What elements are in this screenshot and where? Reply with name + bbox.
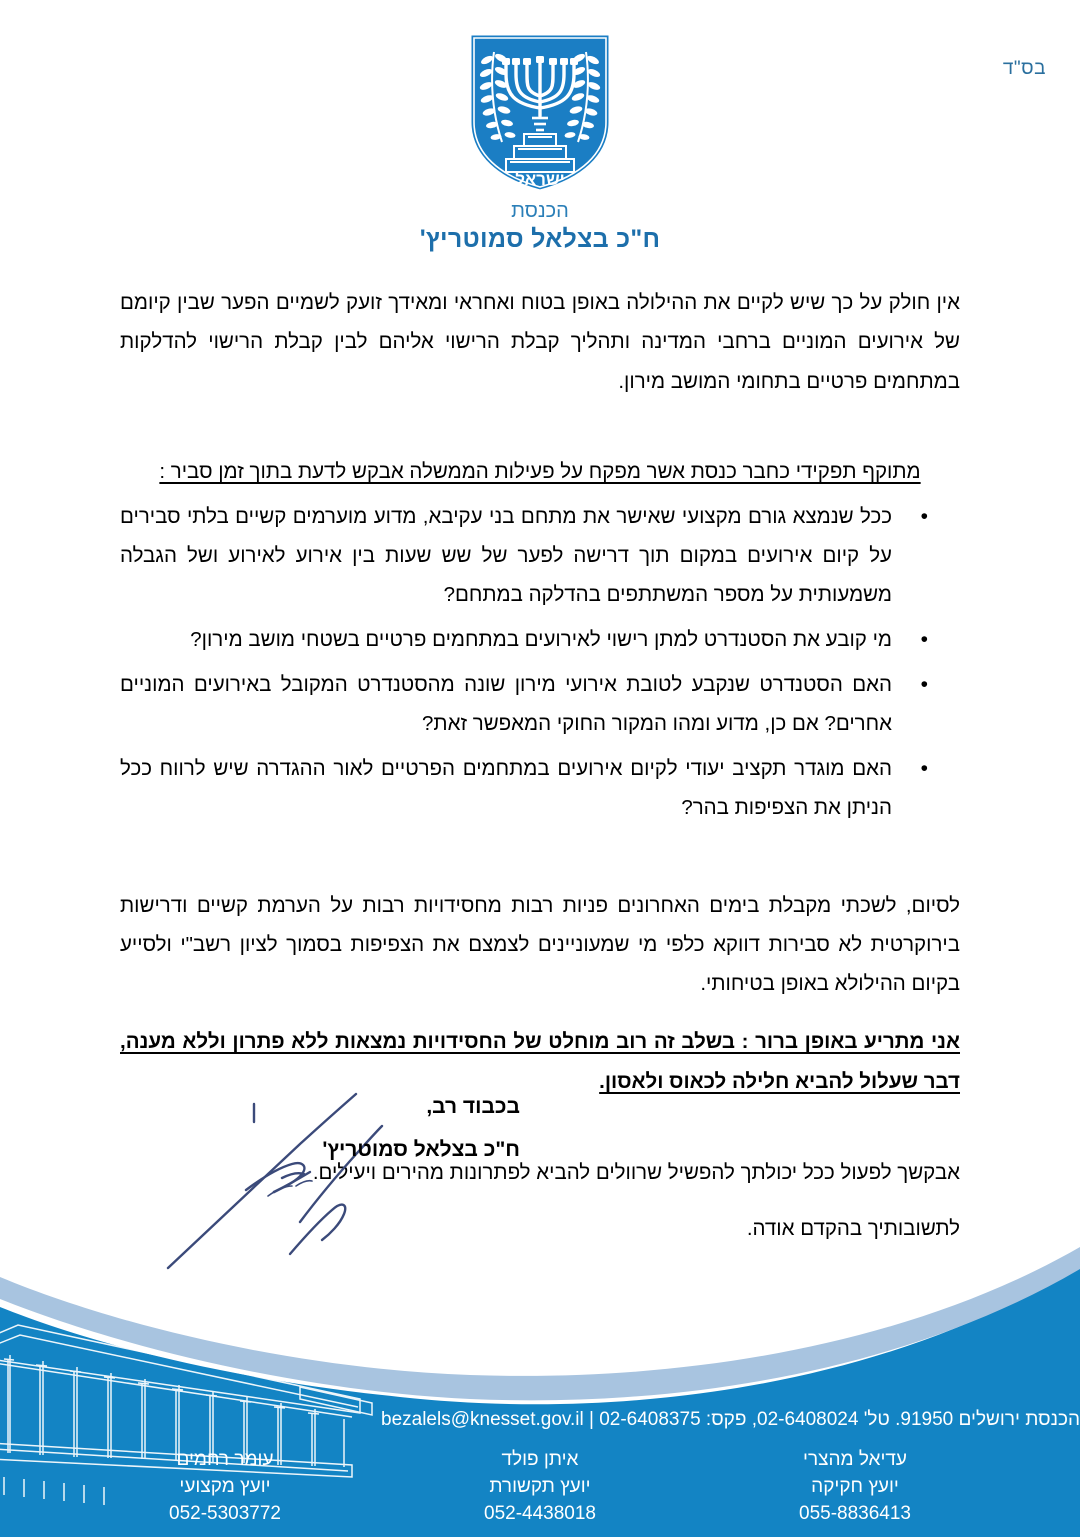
- closing-salutation: בכבוד רב,: [426, 1095, 520, 1118]
- aide-name: עומר רחמים: [176, 1448, 274, 1470]
- organization-name: הכנסת: [511, 200, 569, 222]
- thanks-line: לתשובותיך בהקדם אודה.: [746, 1217, 960, 1241]
- request-heading: מתוקף תפקידי כחבר כנסת אשר מפקח על פעילות הממשלה אבקש לדעת בתוך זמן סביר :: [159, 460, 921, 484]
- aides-row: [0, 1433, 1080, 1528]
- footer-contact-info: [0, 1407, 1080, 1528]
- signer-name: ח"כ בצלאל סמוטריץ': [322, 1138, 520, 1162]
- aide-name: איתן פולד: [501, 1448, 579, 1470]
- aide-name: עדיאל מהצרי: [803, 1448, 907, 1470]
- aide-role: יועץ חקיקה: [811, 1475, 899, 1497]
- page-footer: [0, 1247, 1080, 1537]
- signature-block: [100, 1085, 520, 1171]
- aide-phone: 052-5303772: [169, 1502, 281, 1524]
- aide-role: יועץ תקשורת: [489, 1475, 591, 1497]
- list-item: • האם הסטנדרט שנקבע לטובת אירועי מירון שונה מהסטנדרט המקובל באירועים המוניים אחרים? אם כן, מדוע ומהו המקור החוקי המאפשר זאת?: [120, 666, 914, 744]
- footer-address-line: [0, 1407, 1080, 1433]
- emblem-text: ישראל: [515, 170, 565, 189]
- aide-entry: [455, 1447, 625, 1528]
- request-line: אבקשך לפעול ככל יכולתך להפשיל שרוולים להביא לפתרונות מהירים ויעילים.: [312, 1160, 960, 1184]
- mk-name: ח"כ בצלאל סמוטריץ': [419, 225, 661, 253]
- aide-entry: [140, 1447, 310, 1528]
- list-item: • האם מוגדר תקציב יעודי לקיום אירועים במתחמים הפרטיים לאור ההגדרה שיש לרווח ככל הניתן את הצפיפות בהר?: [120, 750, 914, 828]
- israel-state-emblem-icon: [464, 30, 616, 195]
- warning-paragraph: אני מתריע באופן ברור : בשלב זה רוב מוחלט של החסידויות נמצאות ללא פתרון וללא מענה, דבר שעלול להביא חלילה לכאוס ולאסון.: [120, 1029, 960, 1093]
- bsd-marker: בס"ד: [1002, 58, 1046, 79]
- spacer: [120, 834, 960, 886]
- letterhead: [0, 30, 1080, 255]
- spacer: [120, 1192, 960, 1210]
- footer-email[interactable]: bezalels@knesset.gov.il: [381, 1409, 584, 1430]
- opening-paragraph: אין חולק על כך שיש לקיים את ההילולה באופן בטוח ואחראי ומאידך זועק לשמיים הפער שבין קיומם של אירועים המוניים ברחבי המדינה ותהליך קבלת הרישוי אליהם לבין קבלת הרישוי להדלקות במתחמים פרטיים בתחומי המושב מירון.: [120, 291, 960, 393]
- aide-phone: 055-8836413: [799, 1502, 911, 1524]
- list-item: • ככל שנמצא גורם מקצועי שאישר את מתחם בני עקיבא, מדוע מוערמים קשיים בלתי סבירים על קיום אירועים במקום תוך דרישה לפער של שש שעות בין אירוע לאירוע ושל הגבלה משמעותית על מספר המשתתפים בהדלקה במתחם?: [120, 498, 914, 615]
- aide-phone: 052-4438018: [484, 1502, 596, 1524]
- spacer: [120, 401, 960, 453]
- aide-role: יועץ מקצועי: [179, 1475, 271, 1497]
- spacer: [120, 1004, 960, 1022]
- footer-address: הכנסת ירושלים 91950. טל' 02-6408024, פקס: 02-6408375: [599, 1409, 1080, 1430]
- aide-entry: [770, 1447, 940, 1528]
- summary-paragraph: לסיום, לשכתי מקבלת בימים האחרונים פניות רבות מחסידויות רבות על הערמת קשיים ודרישות בירוקרטית לא סבירות דווקא כלפי מי שמעוניינים לצמצם את הצפיפות בסמוך לציון רשב"י ולסייע בקיום ההילולא באופן בטיחותי.: [120, 893, 960, 996]
- footer-separator: |: [588, 1409, 594, 1430]
- questions-list: [120, 498, 960, 828]
- list-item: • מי קובע את הסטנדרט למתן רישוי לאירועים במתחמים פרטיים בשטחי מושב מירון?: [120, 621, 914, 660]
